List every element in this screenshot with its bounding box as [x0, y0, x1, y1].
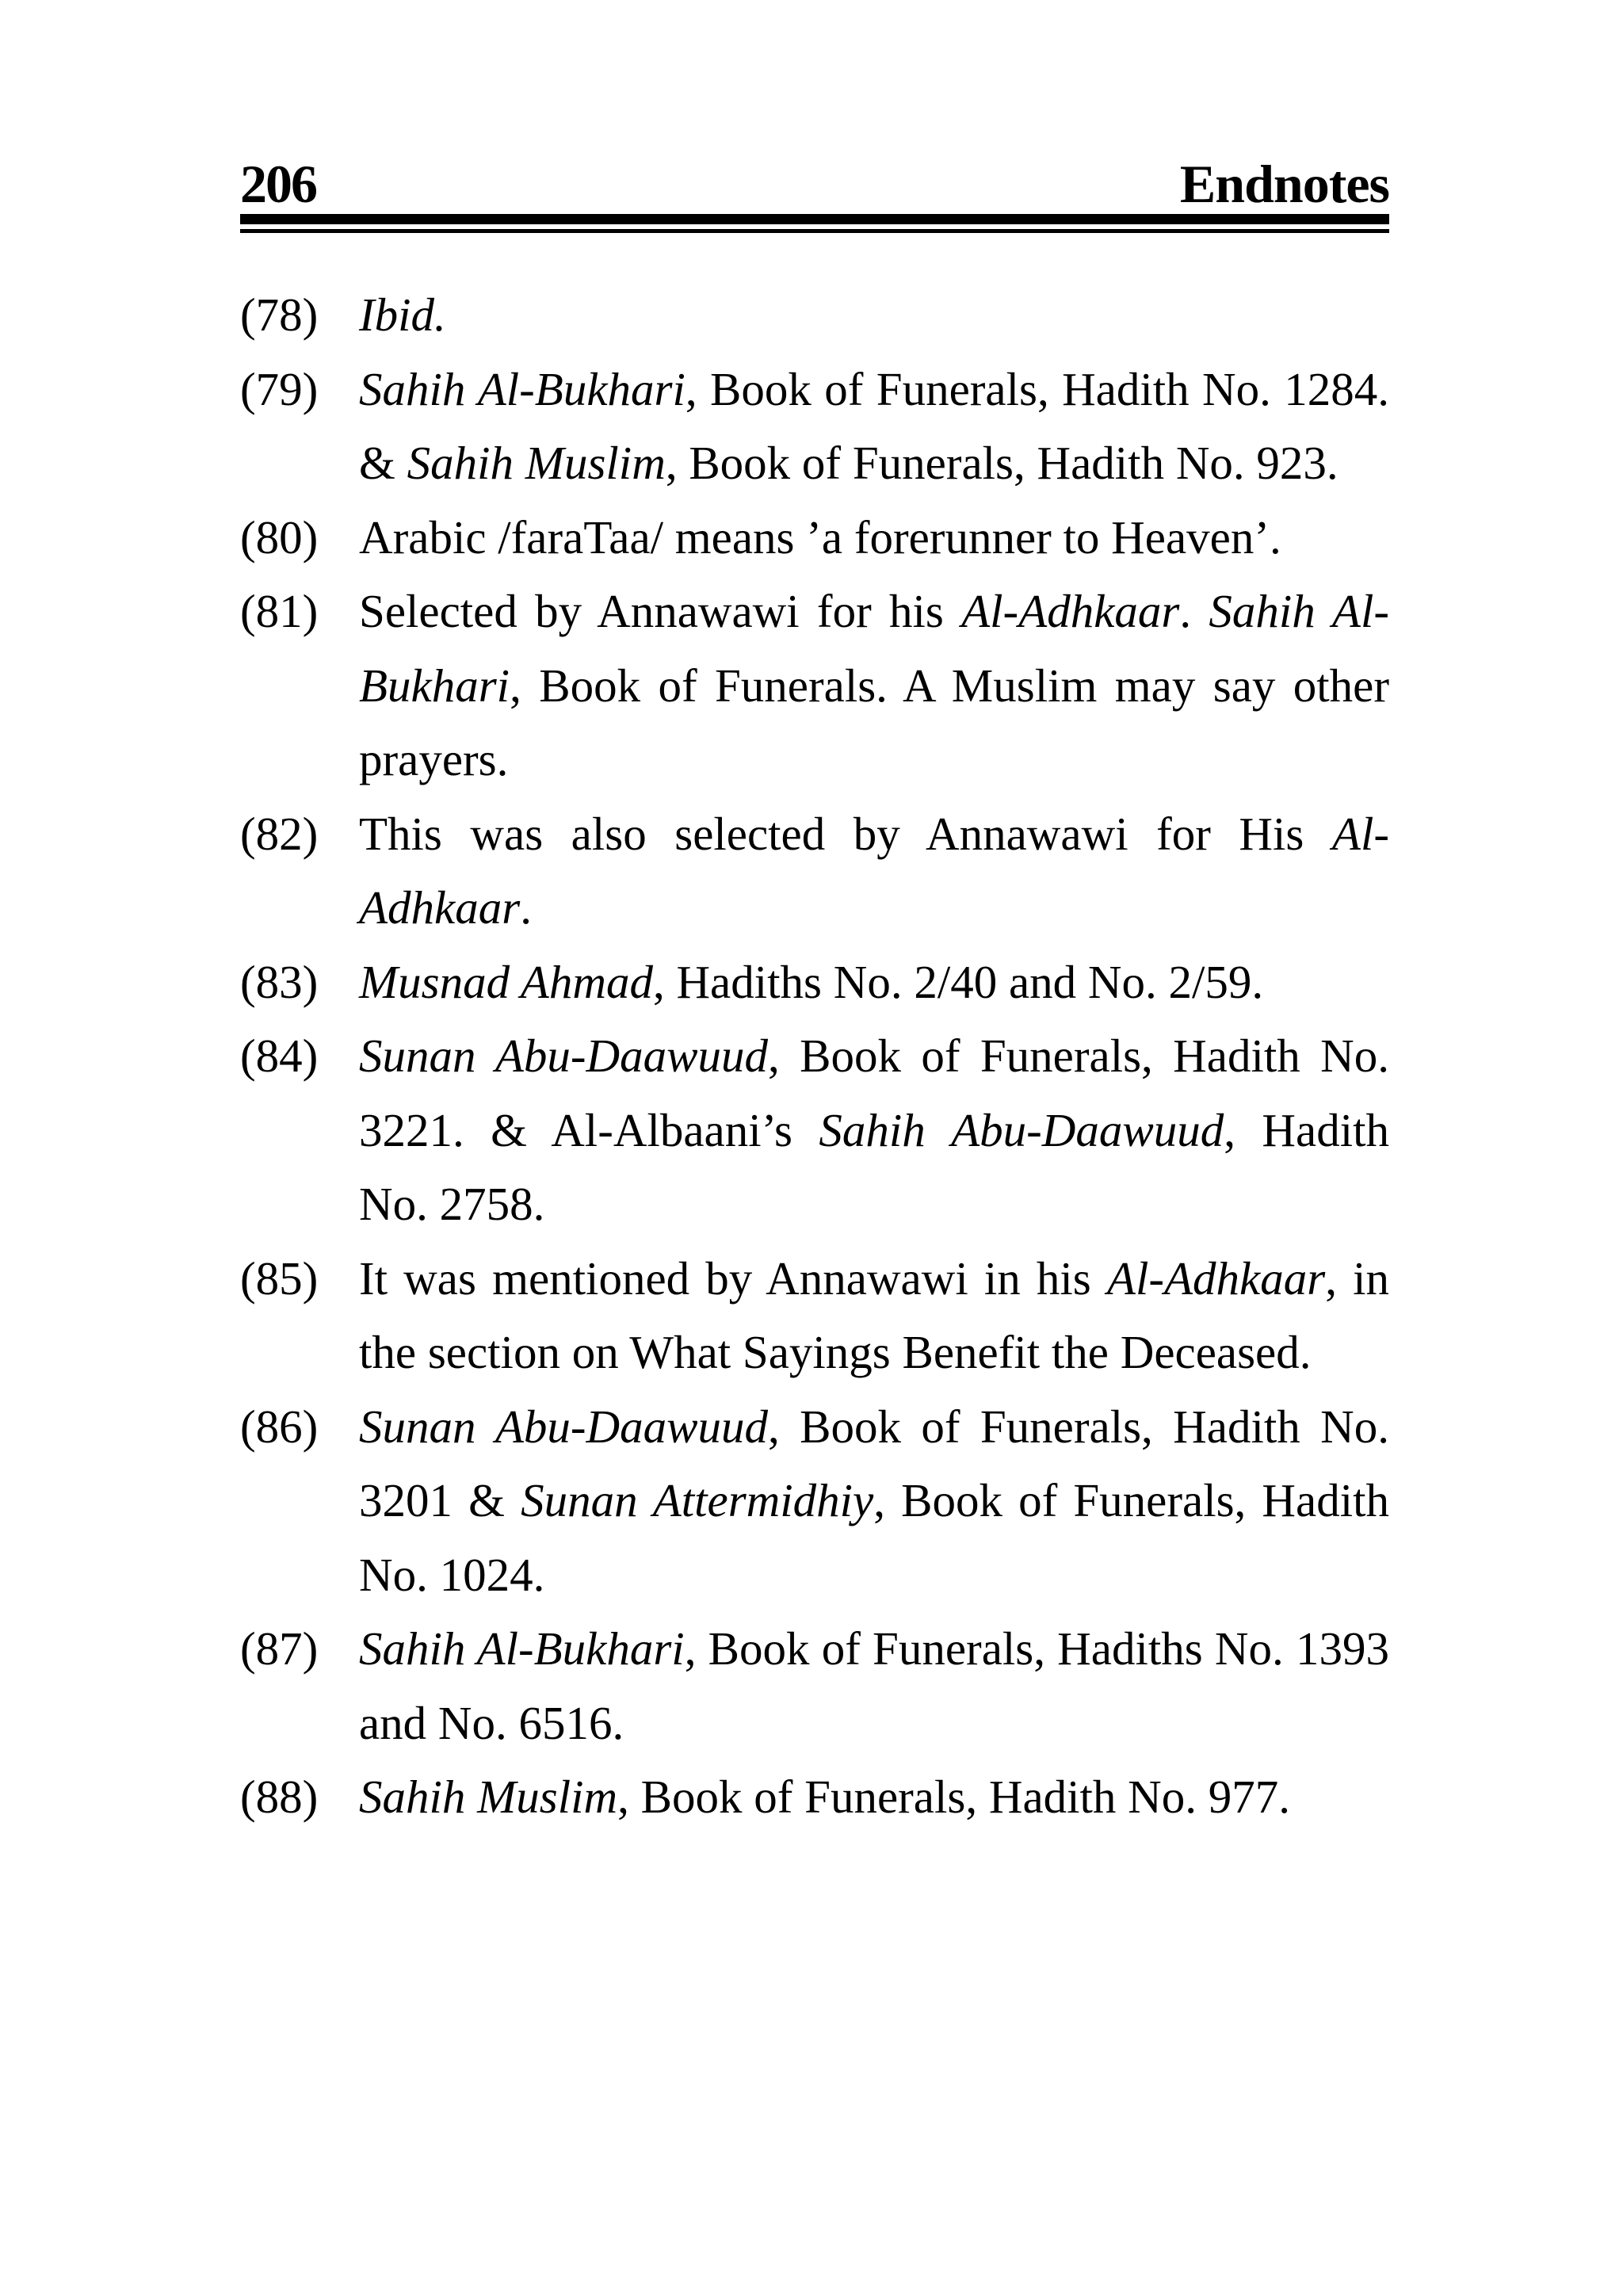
endnote-text: [359, 1390, 1389, 1613]
endnote-citation-title: Ibid.: [359, 288, 446, 341]
endnote-text-segment: , Hadiths No. 2/40 and No. 2/59.: [652, 955, 1264, 1008]
endnote-citation-title: Musnad Ahmad: [359, 955, 653, 1008]
endnote-number: (85): [240, 1251, 319, 1305]
endnote-item: [240, 1019, 1389, 1242]
endnote-citation-title: Sahih Muslim: [359, 1771, 618, 1823]
endnote-text-segment: , Hadith No. 2758.: [359, 1103, 1389, 1230]
page-number: 206: [240, 154, 316, 214]
endnote-number: (83): [240, 955, 319, 1008]
endnote-citation-title: Sahih Al-Bukhari: [359, 1622, 685, 1675]
endnote-item: [240, 501, 1389, 575]
endnote-text: [359, 946, 1389, 1020]
endnote-citation-title: Sunan Attermidhiy: [521, 1474, 874, 1526]
endnote-text-segment: , in the section on What Sayings Benefit the Deceased.: [359, 1251, 1389, 1378]
endnote-citation-title: Sunan Abu-Daawuud: [359, 1400, 768, 1453]
endnote-citation-title: Sahih Al-Bukhari: [359, 585, 1390, 712]
endnote-item: [240, 1760, 1389, 1835]
running-title: Endnotes: [1179, 154, 1389, 214]
endnote-citation-title: Al-Adhkaar: [961, 585, 1180, 637]
endnote-item: [240, 575, 1389, 797]
endnote-text-segment: , Book of Funerals, Hadith No. 923.: [665, 437, 1338, 489]
endnote-item: [240, 353, 1389, 501]
endnote-citation-title: Sahih Abu-Daawuud: [819, 1103, 1224, 1156]
endnote-text: [359, 797, 1389, 946]
header-rule-thick: [240, 214, 1389, 224]
endnote-text-segment: It was mentioned by Annawawi in his: [359, 1251, 1107, 1305]
endnote-text-segment: , Book of Funerals, Hadith No. 977.: [617, 1771, 1291, 1823]
endnote-text: [359, 501, 1389, 575]
endnote-item: [240, 1390, 1389, 1613]
endnote-item: [240, 946, 1389, 1020]
endnote-text: [359, 278, 1389, 353]
endnote-number: (79): [240, 362, 319, 415]
endnote-text-segment: This was also selected by Annawawi for His: [359, 807, 1332, 860]
endnote-number: (80): [240, 510, 319, 563]
endnote-text-segment: .: [1179, 585, 1209, 637]
endnote-number: (88): [240, 1771, 319, 1823]
endnote-text-segment: , Book of Funerals, Hadith No. 1284. &: [359, 362, 1390, 489]
endnote-citation-title: Al-Adhkaar: [1106, 1251, 1326, 1305]
endnote-citation-title: Sunan Abu-Daawuud: [359, 1030, 768, 1082]
endnote-citation-title: Sahih Muslim: [407, 437, 666, 489]
endnote-text: [359, 1760, 1389, 1835]
endnotes-list: [240, 278, 1389, 1835]
endnote-text-segment: , Book of Funerals, Hadiths No. 1393 and No. 6516.: [359, 1622, 1389, 1749]
endnote-text: [359, 1242, 1389, 1390]
endnote-text: [359, 1612, 1389, 1760]
page-header: [240, 147, 1389, 214]
endnote-item: [240, 797, 1389, 946]
endnote-number: (87): [240, 1622, 319, 1675]
endnote-number: (86): [240, 1400, 319, 1453]
endnote-item: [240, 278, 1389, 353]
endnote-item: [240, 1612, 1389, 1760]
endnote-number: (84): [240, 1030, 319, 1082]
endnote-item: [240, 1242, 1389, 1390]
endnote-text-segment: , Book of Funerals, Hadith No. 1024.: [359, 1474, 1389, 1601]
header-rule-thin: [240, 229, 1389, 233]
endnote-text: [359, 353, 1389, 501]
endnote-text: [359, 575, 1389, 797]
endnote-text: [359, 1019, 1389, 1242]
endnote-text-segment: .: [520, 881, 532, 934]
endnote-number: (81): [240, 585, 319, 637]
endnote-number: (78): [240, 288, 319, 341]
endnote-text-segment: Selected by Annawawi for his: [359, 585, 962, 637]
endnote-citation-title: Al-Adhkaar: [359, 807, 1389, 934]
endnote-citation-title: Sahih Al-Bukhari: [359, 362, 685, 415]
endnote-text-segment: , Book of Funerals, Hadith No. 3201 &: [359, 1400, 1389, 1526]
endnote-text-segment: , Book of Funerals. A Muslim may say other prayers.: [359, 659, 1389, 785]
endnote-text-segment: , Book of Funerals, Hadith No. 3221. & Al-Albaani’s: [359, 1030, 1389, 1156]
endnote-number: (82): [240, 807, 319, 860]
endnote-text-segment: Arabic /faraTaa/ means ’a forerunner to Heaven’.: [359, 510, 1281, 563]
